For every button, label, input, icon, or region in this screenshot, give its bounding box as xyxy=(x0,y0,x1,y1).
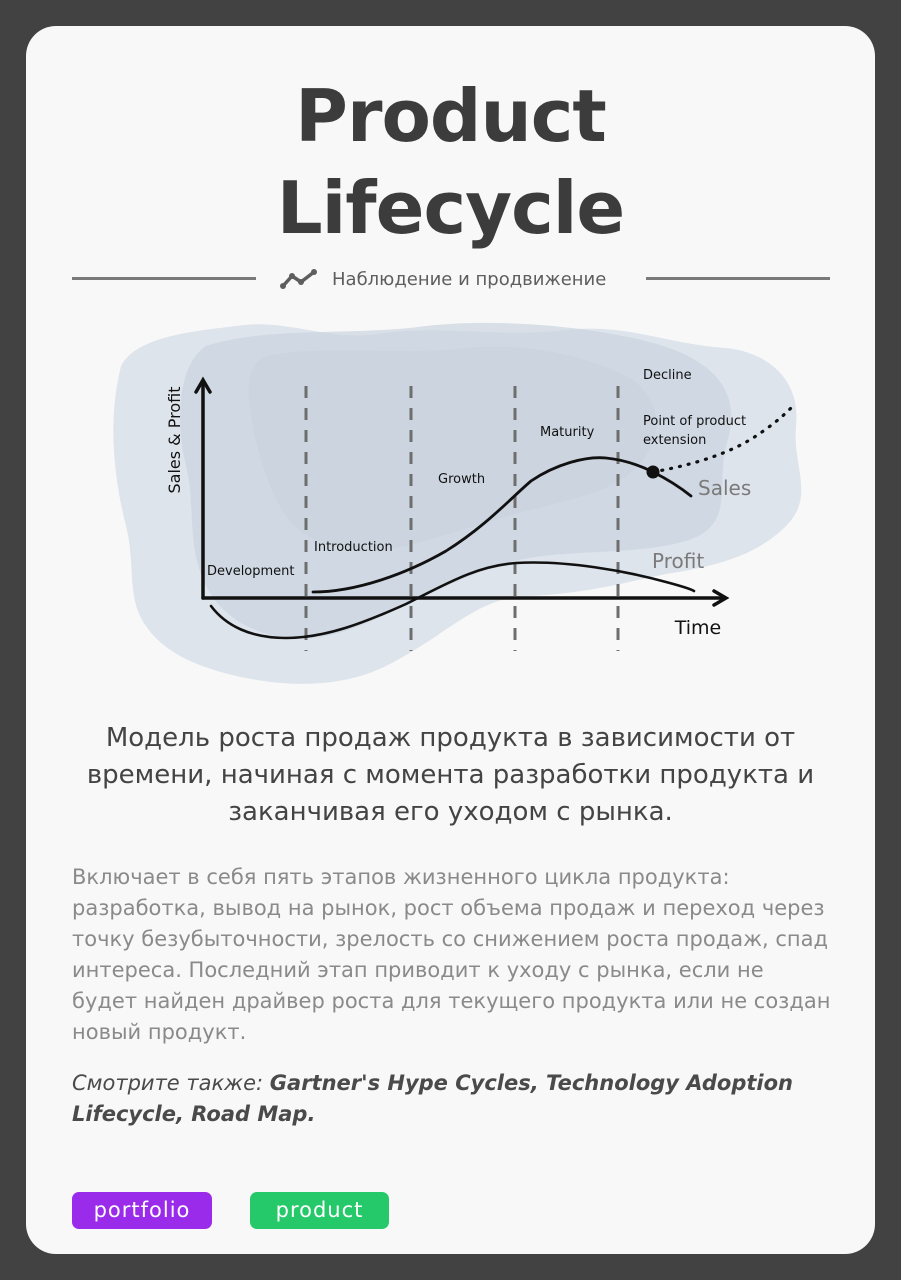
see-also-links[interactable]: Gartner's Hype Cycles, Technology Adoption Lifecycle, Road Map. xyxy=(72,1071,794,1126)
body-text: Включает в себя пять этапов жизненного цикла продукта: разработка, вывод на рынок, рост объема продаж и переход через точку безубыточности, зрелость со снижением роста продаж, спад интереса. Последний этап приводит к уходу с рынка, если не будет найден драйвер роста для текущего продукта или не создан новый продукт. xyxy=(72,865,831,1044)
stage-maturity-label: Maturity xyxy=(540,425,595,440)
title-line-2: Lifecycle xyxy=(276,166,625,250)
title-line-1: Product xyxy=(295,74,606,158)
x-axis-label: Time xyxy=(674,617,722,639)
extension-label-line1: Point of product xyxy=(643,414,747,429)
stage-decline-label: Decline xyxy=(643,368,692,383)
tag-product[interactable]: product xyxy=(250,1192,389,1229)
stage-introduction-label: Introduction xyxy=(314,540,393,555)
extension-label-line2: extension xyxy=(643,433,707,448)
lifecycle-diagram-svg xyxy=(26,26,875,726)
lifecycle-diagram xyxy=(26,26,875,726)
profit-label: Profit xyxy=(652,549,705,573)
see-also-prefix: Смотрите также: xyxy=(72,1071,270,1095)
tag-portfolio[interactable]: portfolio xyxy=(72,1192,212,1229)
stage-growth-label: Growth xyxy=(438,472,486,487)
card xyxy=(26,26,875,1254)
category-text: Наблюдение и продвижение xyxy=(332,268,607,290)
see-also xyxy=(72,1068,832,1130)
y-axis-label: Sales & Profit xyxy=(165,386,184,494)
lead-text: Модель роста продаж продукта в зависимости от времени, начиная с момента разработки продукта и заканчивая его уходом с рынка. xyxy=(86,723,815,827)
sales-label: Sales xyxy=(698,476,752,500)
stage-development-label: Development xyxy=(207,564,295,579)
